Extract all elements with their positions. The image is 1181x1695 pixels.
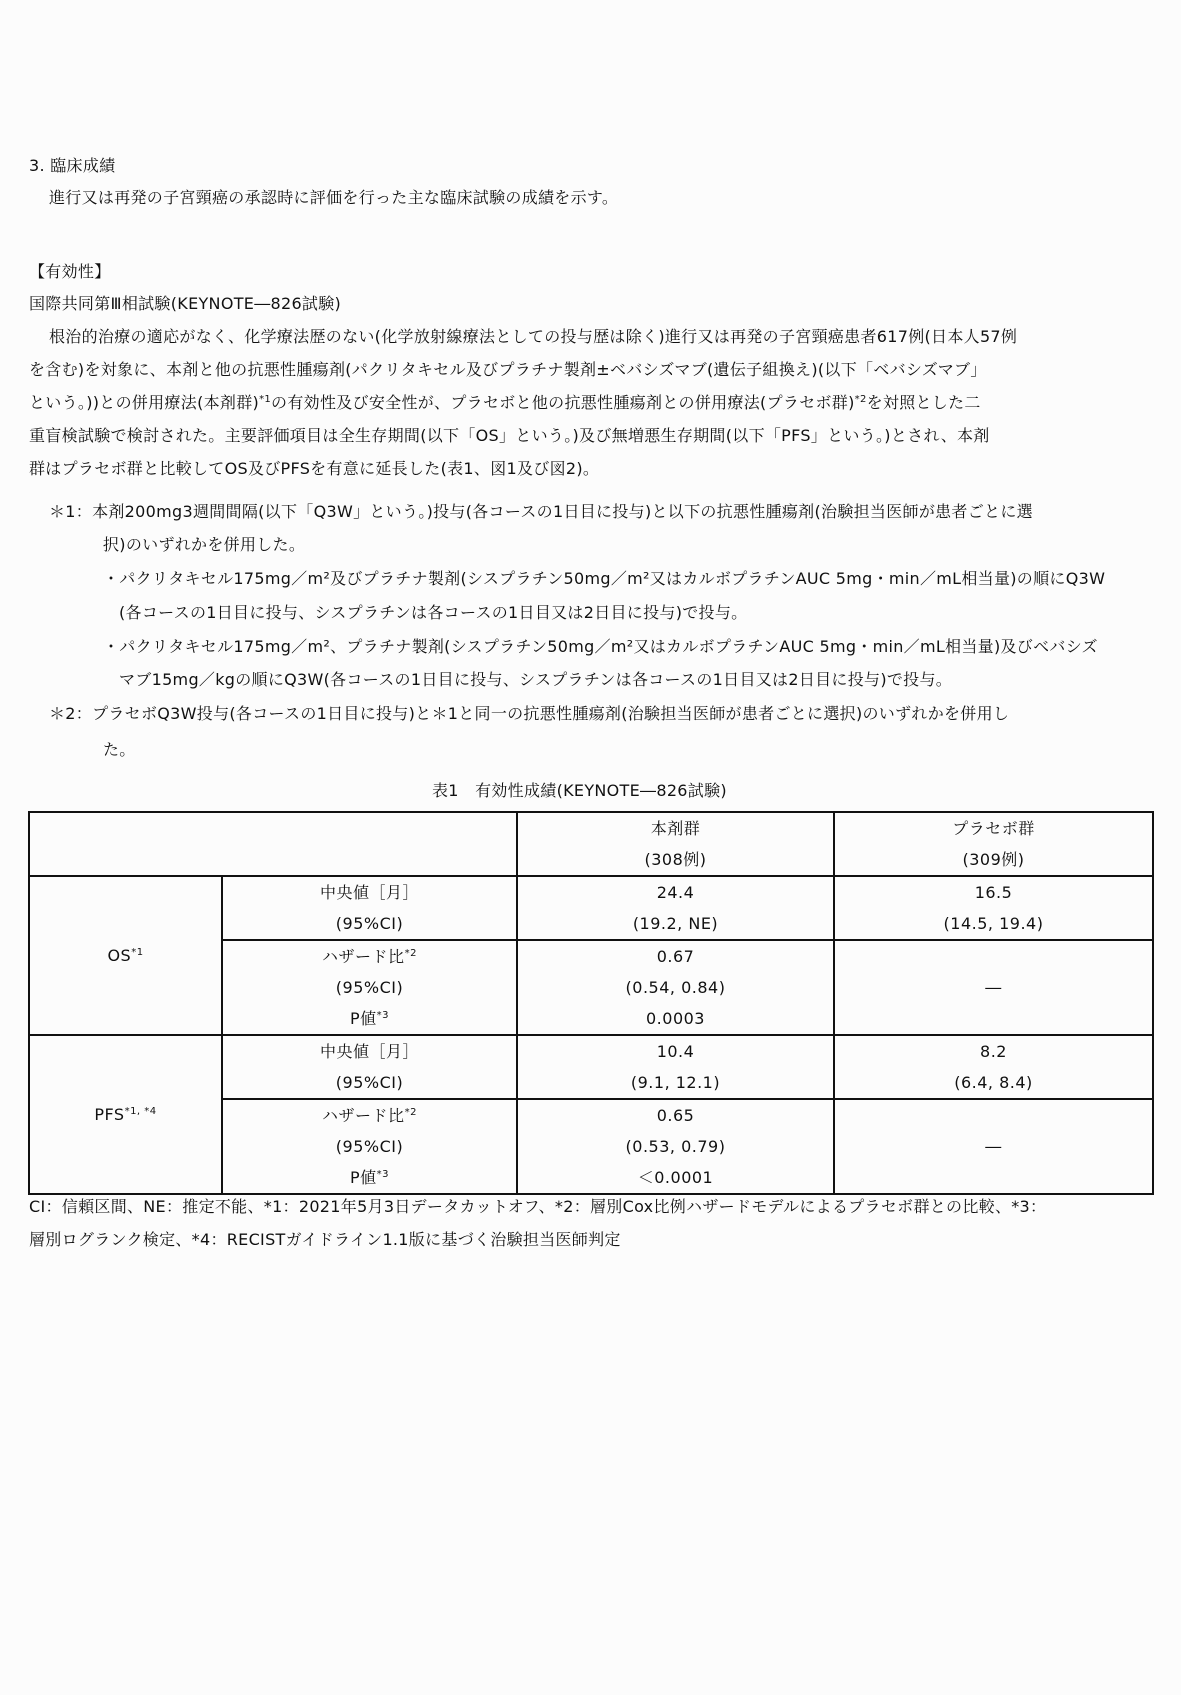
paragraph-line-2: を含む)を対象に、本剤と他の抗悪性腫瘍剤(パクリタキセル及びプラチナ製剤±ベバシズマブ(遺伝子組換え)(以下「ベバシズマブ」: [29, 360, 987, 379]
metric-label: P値$^{*3}$: [349, 1168, 390, 1187]
value: 0.0003: [646, 1009, 705, 1028]
drug-value-cell: [517, 940, 834, 1035]
metric-label: (95%CI): [335, 1137, 404, 1156]
header-drug-group: [517, 812, 834, 876]
footnote-ref-2: *2: [854, 394, 867, 405]
value: (0.53, 0.79): [625, 1137, 726, 1156]
bullet-1-line-2: (各コースの1日目に投与、シスプラチンは各コースの1日目又は2日目に投与)で投与。: [119, 603, 748, 622]
metric-label: 中央値［月］: [319, 1042, 419, 1061]
paragraph-line-4: 重盲検試験で検討された。主要評価項目は全生存期間(以下「OS」という。)及び無増悪生存期間(以下「PFS」という。)とされ、本剤: [29, 426, 990, 445]
table-row: [29, 876, 1153, 940]
section-heading: 3. 臨床成績: [29, 156, 116, 175]
drug-value-cell: [517, 1099, 834, 1194]
bullet-2-line-1: ・パクリタキセル175mg／m²、プラチナ製剤(シスプラチン50mg／m²又はカルボプラチンAUC 5mg・min／mL相当量)及びベバシズ: [103, 637, 1098, 656]
note-2-line-1: ＊2：プラセボQ3W投与(各コースの1日目に投与)と＊1と同一の抗悪性腫瘍剤(治験担当医師が患者ごとに選択)のいずれかを併用し: [49, 704, 1010, 723]
metric-label: P値$^{*3}$: [349, 1009, 390, 1028]
table-caption: 表1 有効性成績(KEYNOTE―826試験): [432, 781, 727, 800]
value: ―: [985, 978, 1002, 997]
group-label-sup: *1: [131, 947, 144, 958]
value: (0.54, 0.84): [625, 978, 726, 997]
value: (6.4, 8.4): [954, 1073, 1033, 1092]
metric-cell: [222, 876, 517, 940]
bullet-1-line-1: ・パクリタキセル175mg／m²及びプラチナ製剤(シスプラチン50mg／m²又はカルボプラチンAUC 5mg・min／mL相当量)の順にQ3W: [103, 569, 1106, 588]
placebo-value-cell: [834, 940, 1153, 1035]
drug-value-cell: [517, 876, 834, 940]
section-intro: 進行又は再発の子宮頸癌の承認時に評価を行った主な臨床試験の成績を示す。: [49, 188, 619, 207]
note-1-line-2: 択)のいずれかを併用した。: [103, 535, 306, 554]
value: (9.1, 12.1): [630, 1073, 721, 1092]
group-label-sup: *1, *4: [124, 1106, 157, 1117]
paragraph-text: を対照とした二: [866, 393, 981, 412]
metric-label: 中央値［月］: [319, 883, 419, 902]
value: ＜0.0001: [637, 1168, 714, 1187]
table-footnote-line-1: CI：信頼区間、NE：推定不能、*1：2021年5月3日データカットオフ、*2：層別Cox比例ハザードモデルによるプラセボ群との比較、*3：: [29, 1197, 1047, 1216]
table-row: [29, 1035, 1153, 1099]
group-label-os: [29, 876, 222, 1035]
header-drug-n: (308例): [644, 850, 707, 869]
header-empty-cell: [29, 812, 517, 876]
efficacy-table: [28, 811, 1154, 1195]
placebo-value-cell: [834, 1099, 1153, 1194]
value: 0.65: [656, 1106, 695, 1125]
header-placebo-n: (309例): [962, 850, 1025, 869]
drug-value-cell: [517, 1035, 834, 1099]
group-label-text: PFS: [94, 1105, 125, 1124]
placebo-value-cell: [834, 1035, 1153, 1099]
footnote-ref-1: *1: [259, 394, 272, 405]
group-label-pfs: [29, 1035, 222, 1194]
value: ―: [985, 1137, 1002, 1156]
value: (19.2, NE): [632, 914, 719, 933]
paragraph-line-5: 群はプラセボ群と比較してOS及びPFSを有意に延長した(表1、図1及び図2)。: [29, 459, 600, 478]
group-label-text: OS: [107, 946, 132, 965]
value: 10.4: [656, 1042, 695, 1061]
header-drug-name: 本剤群: [650, 819, 701, 838]
metric-label: ハザード比$^{*2}$: [322, 947, 417, 966]
metric-cell: [222, 940, 517, 1035]
value: 16.5: [974, 883, 1013, 902]
header-placebo-group: [834, 812, 1153, 876]
note-2-line-2: た。: [103, 740, 136, 759]
metric-cell: [222, 1035, 517, 1099]
placebo-value-cell: [834, 876, 1153, 940]
metric-label: (95%CI): [335, 1073, 404, 1092]
trial-title: 国際共同第Ⅲ相試験(KEYNOTE―826試験): [29, 294, 342, 313]
table-header-row: [29, 812, 1153, 876]
paragraph-line-1: 根治的治療の適応がなく、化学療法歴のない(化学放射線療法としての投与歴は除く)進行又は再発の子宮頸癌患者617例(日本人57例: [49, 327, 1018, 346]
header-placebo-name: プラセボ群: [952, 819, 1035, 838]
metric-label: (95%CI): [335, 978, 404, 997]
paragraph-text: の有効性及び安全性が、プラセボと他の抗悪性腫瘍剤との併用療法(プラセボ群): [271, 393, 855, 412]
table-footnote-line-2: 層別ログランク検定、*4：RECISTガイドライン1.1版に基づく治験担当医師判定: [29, 1230, 621, 1249]
value: (14.5, 19.4): [943, 914, 1044, 933]
paragraph-line-3: [29, 393, 981, 413]
value: 24.4: [656, 883, 695, 902]
note-1-line-1: ＊1：本剤200mg3週間間隔(以下「Q3W」という。)投与(各コースの1日目に投与)と以下の抗悪性腫瘍剤(治験担当医師が患者ごとに選: [49, 502, 1033, 521]
value: 8.2: [980, 1042, 1007, 1061]
bullet-2-line-2: マブ15mg／kgの順にQ3W(各コースの1日目に投与、シスプラチンは各コースの1日目又は2日目に投与)で投与。: [119, 670, 953, 689]
metric-cell: [222, 1099, 517, 1194]
value: 0.67: [656, 947, 695, 966]
efficacy-heading: 【有効性】: [29, 262, 111, 281]
metric-label: ハザード比$^{*2}$: [322, 1106, 417, 1125]
metric-label: (95%CI): [335, 914, 404, 933]
paragraph-text: という。))との併用療法(本剤群): [29, 393, 260, 412]
